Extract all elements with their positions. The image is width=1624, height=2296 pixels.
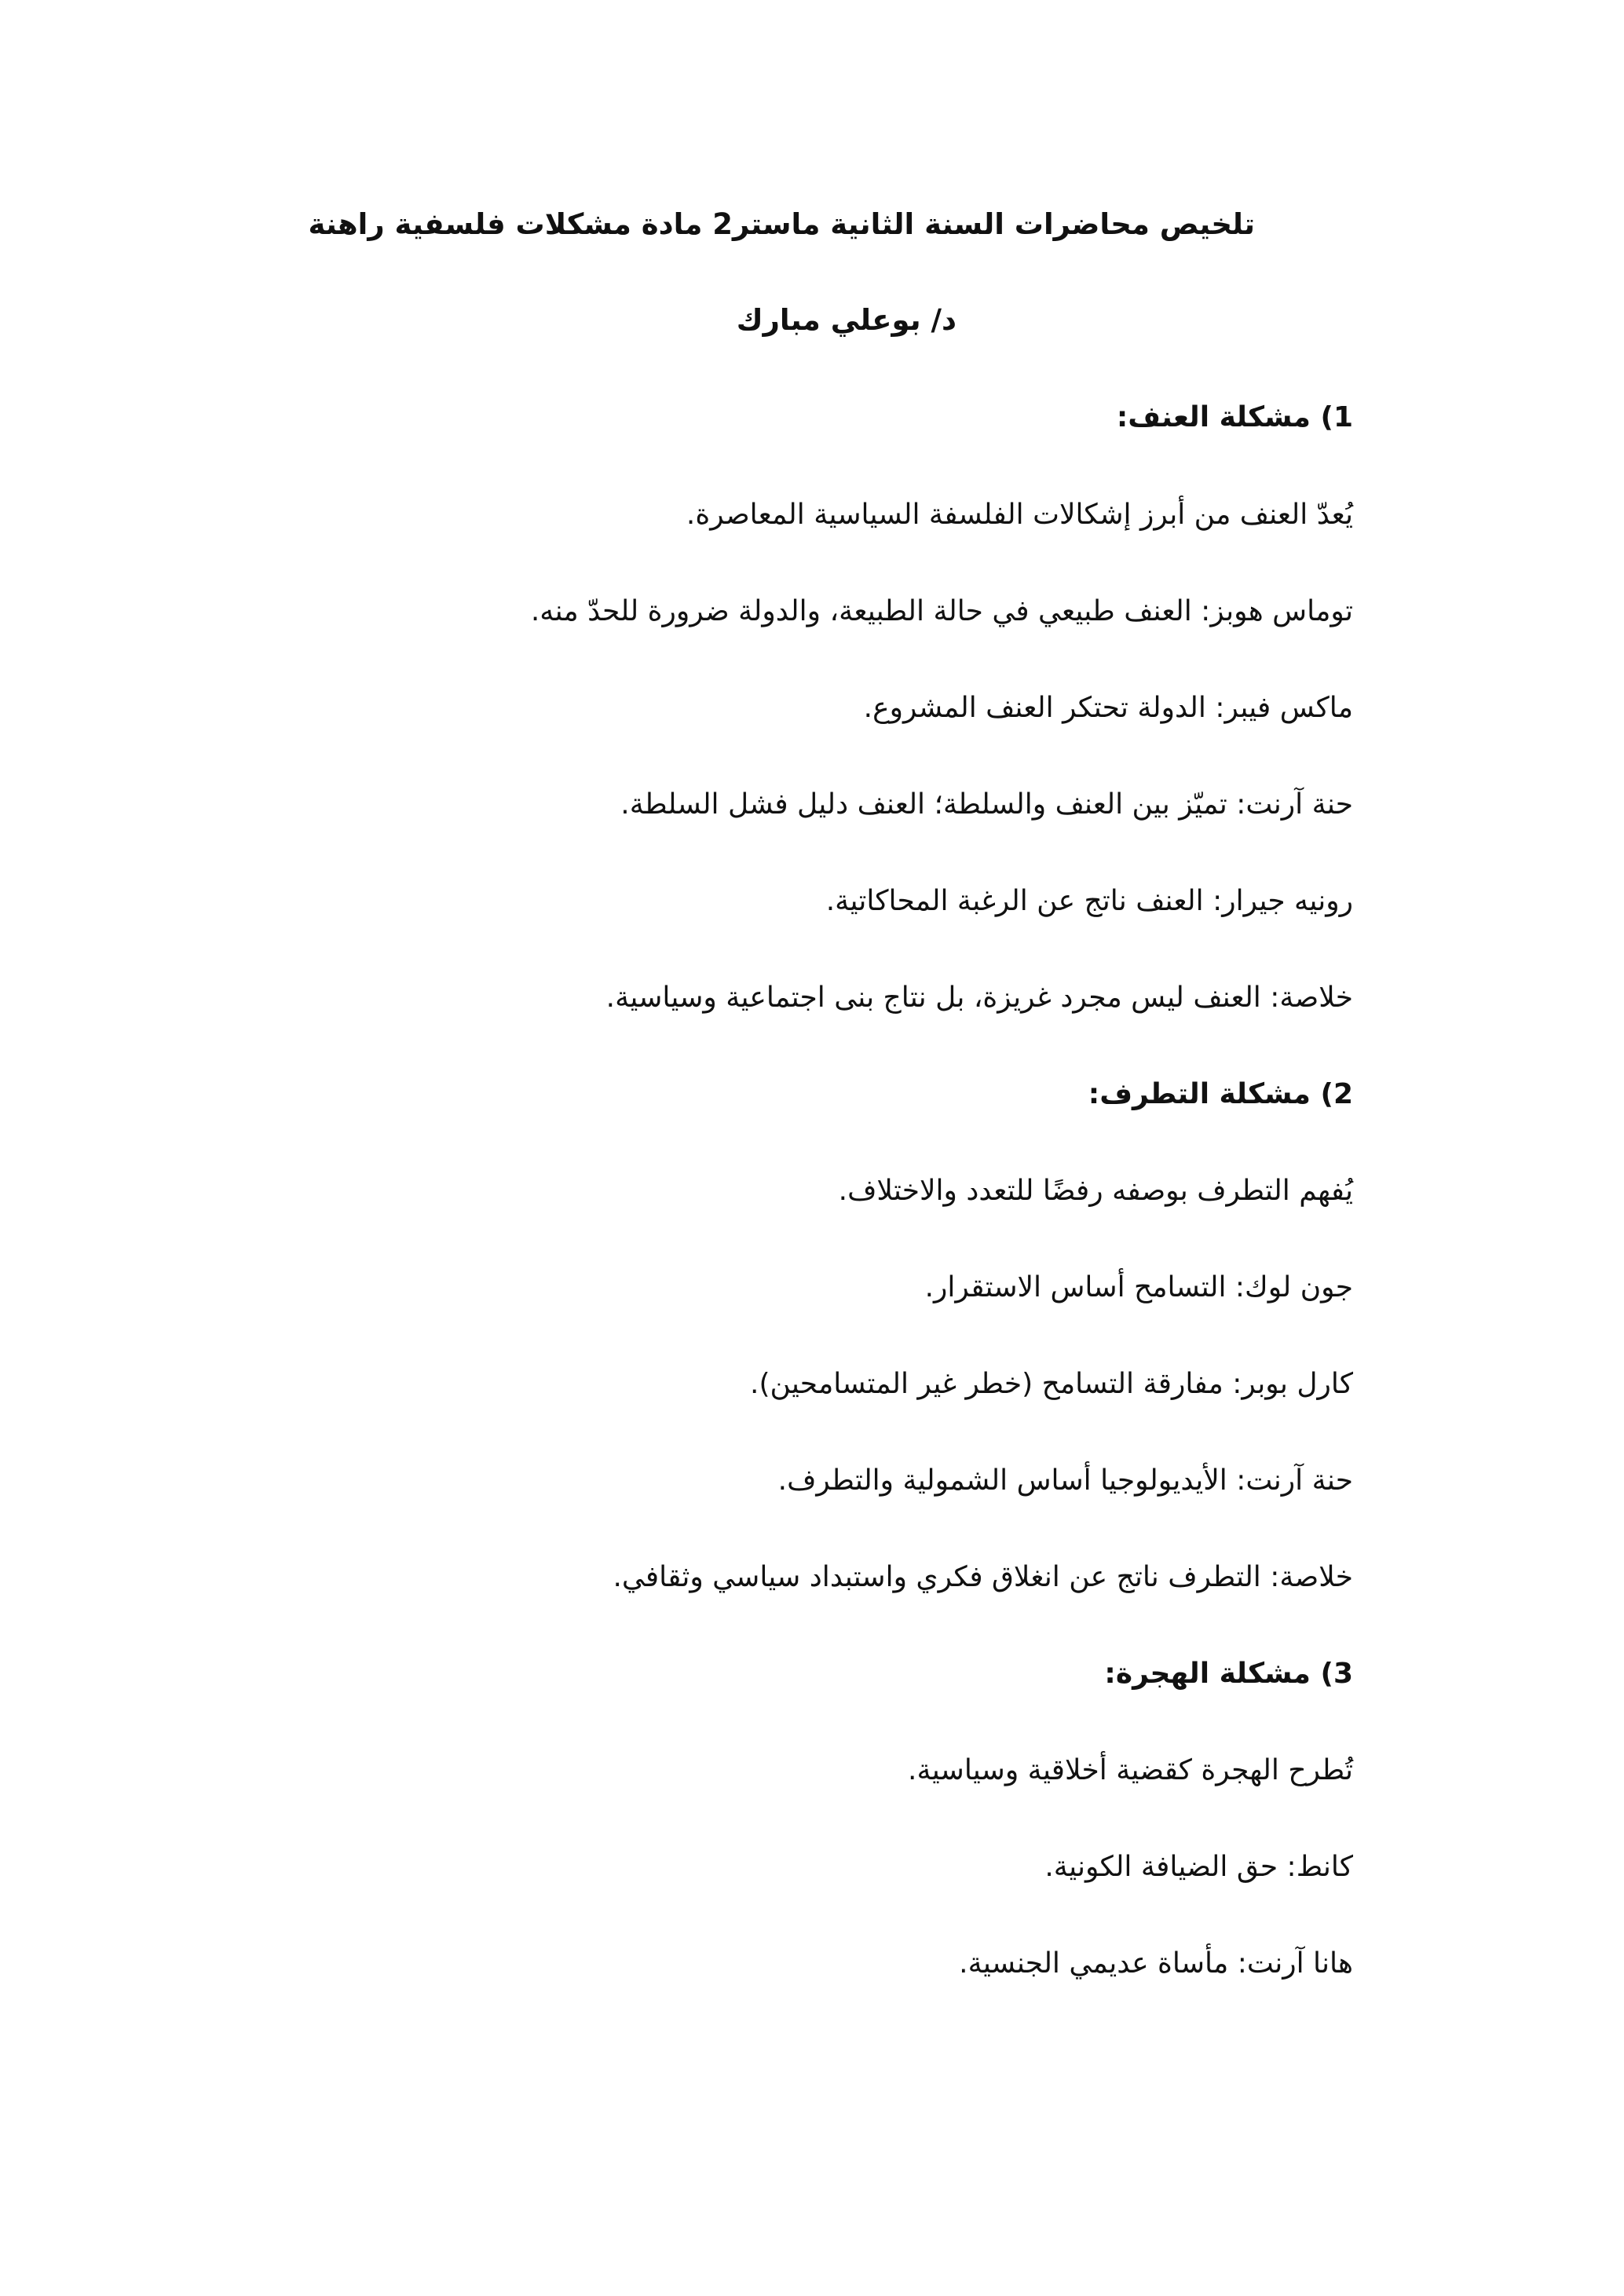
paragraph-line: هانا آرنت: مأساة عديمي الجنسية.: [959, 1947, 1353, 1980]
paragraph-line: حنة آرنت: الأيديولوجيا أساس الشمولية والتطرف.: [777, 1464, 1353, 1497]
paragraph-line: ماكس فيبر: الدولة تحتكر العنف المشروع.: [863, 692, 1353, 724]
paragraph-line: توماس هوبز: العنف طبيعي في حالة الطبيعة، والدولة ضرورة للحدّ منه.: [530, 595, 1353, 627]
paragraph-line: خلاصة: التطرف ناتج عن انغلاق فكري واستبداد سياسي وثقافي.: [613, 1561, 1353, 1593]
paragraph-line: تُطرح الهجرة كقضية أخلاقية وسياسية.: [908, 1754, 1353, 1786]
section-heading-extremism: 2) مشكلة التطرف:: [1088, 1078, 1353, 1110]
paragraph-line: يُفهم التطرف بوصفه رفضًا للتعدد والاختلاف.: [838, 1175, 1353, 1207]
paragraph-line: كارل بوبر: مفارقة التسامح (خطر غير المتسامحين).: [750, 1368, 1353, 1400]
paragraph-line: يُعدّ العنف من أبرز إشكالات الفلسفة السياسية المعاصرة.: [686, 499, 1353, 531]
document-author: د/ بوعلي مبارك: [736, 303, 956, 337]
paragraph-line: جون لوك: التسامح أساس الاستقرار.: [924, 1271, 1353, 1303]
paragraph-line: خلاصة: العنف ليس مجرد غريزة، بل نتاج بنى اجتماعية وسياسية.: [605, 982, 1353, 1014]
section-heading-violence: 1) مشكلة العنف:: [1116, 401, 1353, 433]
paragraph-line: كانط: حق الضيافة الكونية.: [1044, 1851, 1353, 1883]
document-title: تلخيص محاضرات السنة الثانية ماستر2 مادة مشكلات فلسفية راهنة: [308, 207, 1255, 241]
paragraph-line: رونيه جيرار: العنف ناتج عن الرغبة المحاكاتية.: [825, 885, 1353, 917]
paragraph-line: حنة آرنت: تميّز بين العنف والسلطة؛ العنف دليل فشل السلطة.: [620, 788, 1353, 821]
section-heading-migration: 3) مشكلة الهجرة:: [1104, 1658, 1353, 1690]
